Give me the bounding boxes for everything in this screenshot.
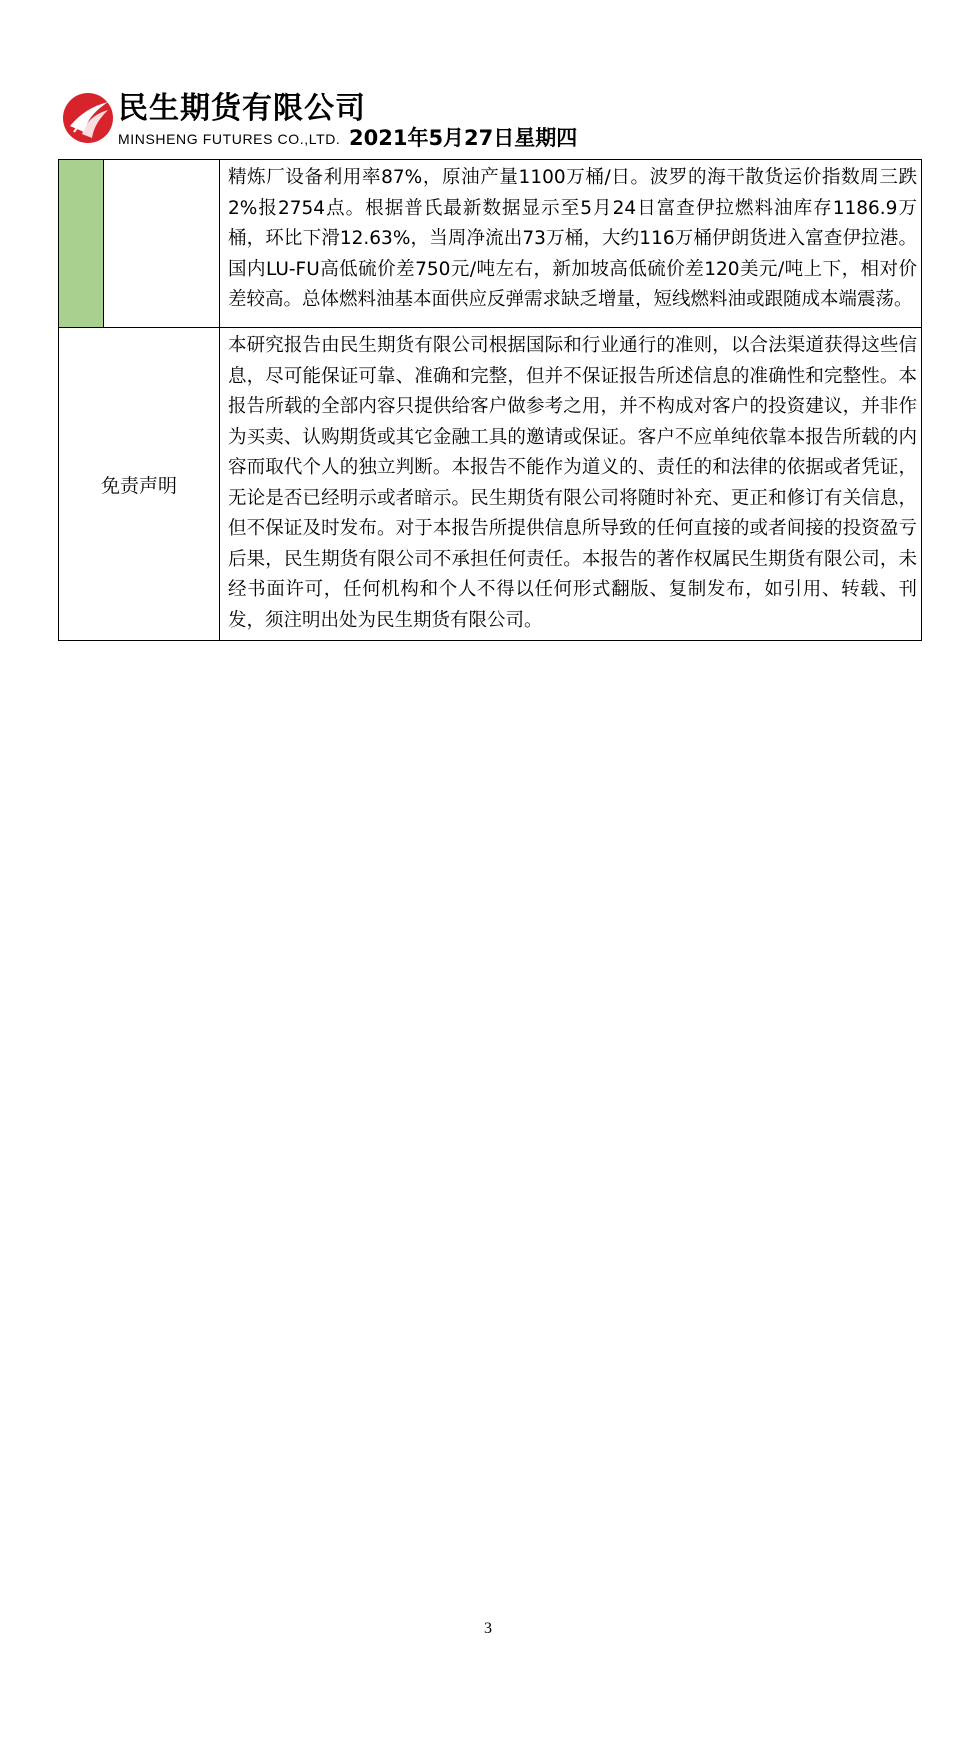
disclaimer-label: 免责声明 [59, 328, 220, 641]
minsheng-logo-icon [62, 92, 114, 144]
page-number: 3 [484, 1620, 492, 1637]
category-color-cell [59, 160, 104, 328]
company-name-cn: 民生期货有限公司 [118, 91, 366, 126]
empty-label-cell [104, 160, 220, 328]
company-name-en: MINSHENG FUTURES CO.,LTD. [118, 131, 341, 147]
fuel-oil-analysis-text: 精炼厂设备利用率87%，原油产量1100万桶/日。波罗的海干散货运价指数周三跌2%报2754点。根据普氏最新数据显示至5月24日富查伊拉燃料油库存1186.9万桶，环比下滑12.63%，当周净流出73万桶，大约116万桶伊朗货进入富查伊拉港。国内LU-FU高低硫价差750元/吨左右，新加坡高低硫价差120美元/吨上下，相对价差较高。总体燃料油基本面供应反弹需求缺乏增量，短线燃料油或跟随成本端震荡。 [220, 160, 922, 328]
disclaimer-row [59, 328, 922, 641]
report-header [62, 88, 582, 156]
report-date: 2021年5月27日星期四 [349, 126, 578, 150]
disclaimer-text: 本研究报告由民生期货有限公司根据国际和行业通行的准则，以合法渠道获得这些信息，尽可能保证可靠、准确和完整，但并不保证报告所述信息的准确性和完整性。本报告所载的全部内容只提供给客户做参考之用，并不构成对客户的投资建议，并非作为买卖、认购期货或其它金融工具的邀请或保证。客户不应单纯依靠本报告所载的内容而取代个人的独立判断。本报告不能作为道义的、责任的和法律的依据或者凭证，无论是否已经明示或者暗示。民生期货有限公司将随时补充、更正和修订有关信息，但不保证及时发布。对于本报告所提供信息所导致的任何直接的或者间接的投资盈亏后果，民生期货有限公司不承担任何责任。本报告的著作权属民生期货有限公司，未经书面许可，任何机构和个人不得以任何形式翻版、复制发布，如引用、转载、刊发，须注明出处为民生期货有限公司。 [220, 328, 922, 641]
report-table [58, 159, 922, 641]
fuel-oil-row [59, 160, 922, 328]
